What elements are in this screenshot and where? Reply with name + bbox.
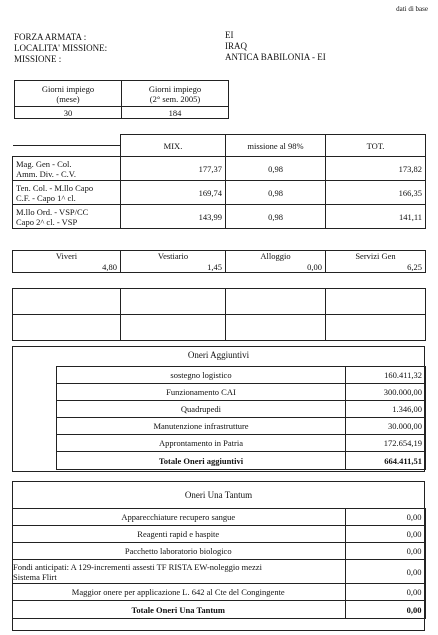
mix-row-label: M.llo Ord. - VSP/CC Capo 2^ cl. - VSP (13, 205, 121, 229)
tantum-row-value: 0,00 (345, 584, 425, 601)
mix-blank-bottom (13, 146, 121, 157)
empty-cell (13, 315, 121, 341)
empty-cell (326, 315, 426, 341)
mix-row-label: Mag. Gen - Col. Amm. Div. - C.V. (13, 157, 121, 181)
oneri-tantum-table (12, 508, 426, 619)
mix-row-label: Ten. Col. - M.llo Capo C.F. - Capo 1^ cl. (13, 181, 121, 205)
tantum-row-label: Pacchetto laboratorio biologico (12, 543, 345, 560)
mix-row-pct: 0,98 (226, 205, 326, 229)
empty-cell (226, 289, 326, 315)
localita-missione-label: LOCALITA' MISSIONE: (14, 43, 108, 53)
empty-cell (121, 289, 226, 315)
oneri-row-label: Funzionamento CAI (57, 384, 346, 401)
viveri-value: 4,80 (13, 262, 121, 273)
mix-blank-top (13, 135, 121, 146)
oneri-total-value: 664.411,51 (346, 452, 426, 470)
tantum-row-label: Apparecchiature recupero sangue (12, 509, 345, 526)
viveri-table (12, 250, 426, 273)
mix-row-tot: 166,35 (326, 181, 426, 205)
tantum-row-value: 0,00 (345, 543, 425, 560)
oneri-aggiuntivi-title: Oneri Aggiuntivi (187, 350, 250, 360)
oneri-row-value: 300.000,00 (346, 384, 426, 401)
oneri-row-value: 172.654,19 (346, 435, 426, 452)
tantum-total-value: 0,00 (345, 601, 425, 619)
tantum-row-value: 0,00 (345, 526, 425, 543)
mix-row-mix: 177,37 (121, 157, 226, 181)
empty-cell (226, 315, 326, 341)
alloggio-header: Alloggio (226, 251, 326, 262)
giorni-mese-header: Giorni impiego (mese) (15, 81, 122, 107)
mix-row-tot: 141,11 (326, 205, 426, 229)
oneri-row-label: Quadrupedi (57, 401, 346, 418)
empty-cell (13, 289, 121, 315)
oneri-aggiuntivi-table (56, 366, 426, 470)
tantum-row-value: 0,00 (345, 560, 425, 584)
mix-row-pct: 0,98 (226, 181, 326, 205)
mix-row-mix: 143,99 (121, 205, 226, 229)
oneri-row-value: 30.000,00 (346, 418, 426, 435)
missione-label: MISSIONE : (14, 54, 62, 64)
missione-value: ANTICA BABILONIA - EI (225, 52, 326, 62)
tantum-row-label: Fondi anticipati: A 129-incrementi assesti TF RISTA EW-noleggio mezzi Sistema Flirt (12, 560, 345, 584)
localita-missione-value: IRAQ (225, 41, 247, 51)
oneri-row-label: Manutenzione infrastrutture (57, 418, 346, 435)
giorni-table (14, 80, 229, 119)
empty-grid (12, 288, 426, 341)
viveri-header: Viveri (13, 251, 121, 262)
forza-armata-label: FORZA ARMATA : (14, 32, 87, 42)
tantum-row-label: Maggior onere per applicazione L. 642 al Cte del Congingente (12, 584, 345, 601)
empty-cell (326, 289, 426, 315)
servizi-gen-header: Servizi Gen (326, 251, 426, 262)
oneri-row-label: Approntamento in Patria (57, 435, 346, 452)
tantum-row-value: 0,00 (345, 509, 425, 526)
giorni-sem-value: 184 (122, 107, 229, 119)
tantum-total-label: Totale Oneri Una Tantum (12, 601, 345, 619)
oneri-row-label: sostegno logistico (57, 367, 346, 384)
servizi-gen-value: 6,25 (326, 262, 426, 273)
forza-armata-value: EI (225, 30, 234, 40)
giorni-mese-value: 30 (15, 107, 122, 119)
tantum-row-label: Reagenti rapid e haspite (12, 526, 345, 543)
mix-table (12, 134, 426, 229)
oneri-row-value: 1.346,00 (346, 401, 426, 418)
mix-row-tot: 173,82 (326, 157, 426, 181)
oneri-tantum-title: Oneri Una Tantum (184, 490, 253, 500)
oneri-row-value: 160.411,32 (346, 367, 426, 384)
alloggio-value: 0,00 (226, 262, 326, 273)
missione-pct-header: missione al 98% (226, 135, 326, 157)
vestiario-header: Vestiario (121, 251, 226, 262)
mix-header: MIX. (121, 135, 226, 157)
empty-cell (121, 315, 226, 341)
vestiario-value: 1,45 (121, 262, 226, 273)
header-note: dati di base (396, 5, 428, 13)
mix-row-pct: 0,98 (226, 157, 326, 181)
oneri-total-label: Totale Oneri aggiuntivi (57, 452, 346, 470)
tot-header: TOT. (326, 135, 426, 157)
mix-row-mix: 169,74 (121, 181, 226, 205)
giorni-sem-header: Giorni impiego (2° sem. 2005) (122, 81, 229, 107)
